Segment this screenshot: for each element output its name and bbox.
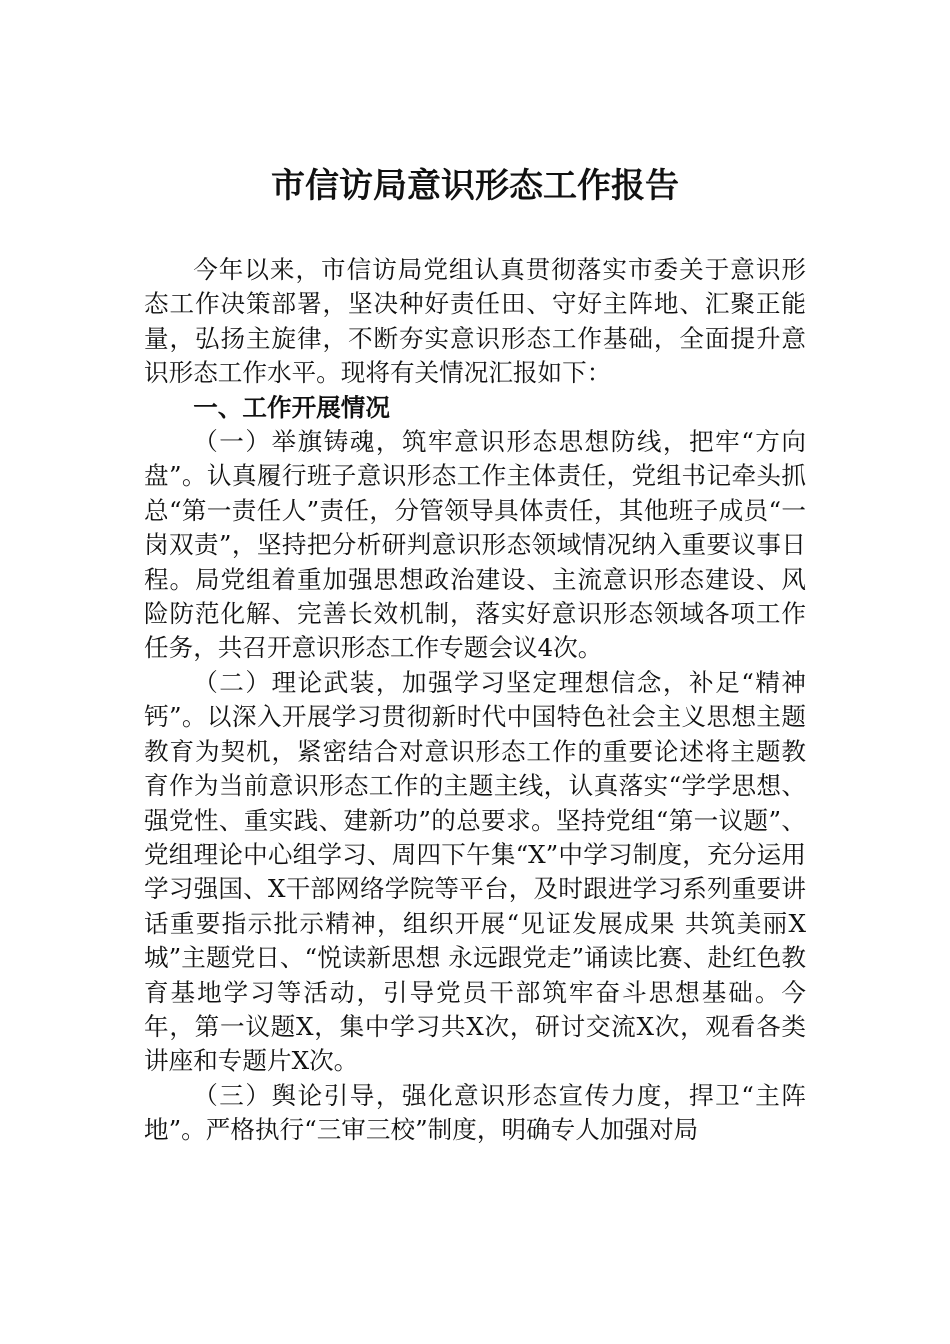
subsection-paragraph-3: （三）舆论引导，强化意识形态宣传力度，捍卫“主阵地”。严格执行“三审三校”制度，明确专人加强对局: [144, 1080, 806, 1145]
subsection-paragraph-2: （二）理论武装，加强学习坚定理想信念，补足“精神钙”。以深入开展学习贯彻新时代中国特色社会主义思想主题教育为契机，紧密结合对意识形态工作的重要论述将主题教育作为当前意识形态工作的主题主线，认真落实“学学思想、强党性、重实践、建新功”的总要求。坚持党组“第一议题”、党组理论中心组学习、周四下午集“X”中学习制度，充分运用学习强国、X干部网络学院等平台，及时跟进学习系列重要讲话重要指示批示精神，组织开展“见证发展成果 共筑美丽X城”主题党日、“悦读新思想 永远跟党走”诵读比赛、赴红色教育基地学习等活动，引导党员干部筑牢奋斗思想基础。今年，第一议题X，集中学习共X次，研讨交流X次，观看各类讲座和专题片X次。: [144, 667, 806, 1076]
section-heading-1: 一、工作开展情况: [193, 392, 390, 422]
document-body: [144, 253, 806, 1148]
document-title: 市信访局意识形态工作报告: [271, 166, 679, 206]
subsection-paragraph-1: （一）举旗铸魂，筑牢意识形态思想防线，把牢“方向盘”。认真履行班子意识形态工作主体责任，党组书记牵头抓总“第一责任人”责任，分管领导具体责任，其他班子成员“一岗双责”，坚持把分析研判意识形态领域情况纳入重要议事日程。局党组着重加强思想政治建设、主流意识形态建设、风险防范化解、完善长效机制，落实好意识形态领域各项工作任务，共召开意识形态工作专题会议4次。: [144, 427, 806, 663]
intro-paragraph: 今年以来，市信访局党组认真贯彻落实市委关于意识形态工作决策部署，坚决种好责任田、守好主阵地、汇聚正能量，弘扬主旋律，不断夯实意识形态工作基础，全面提升意识形态工作水平。现将有关情况汇报如下：: [144, 255, 806, 388]
